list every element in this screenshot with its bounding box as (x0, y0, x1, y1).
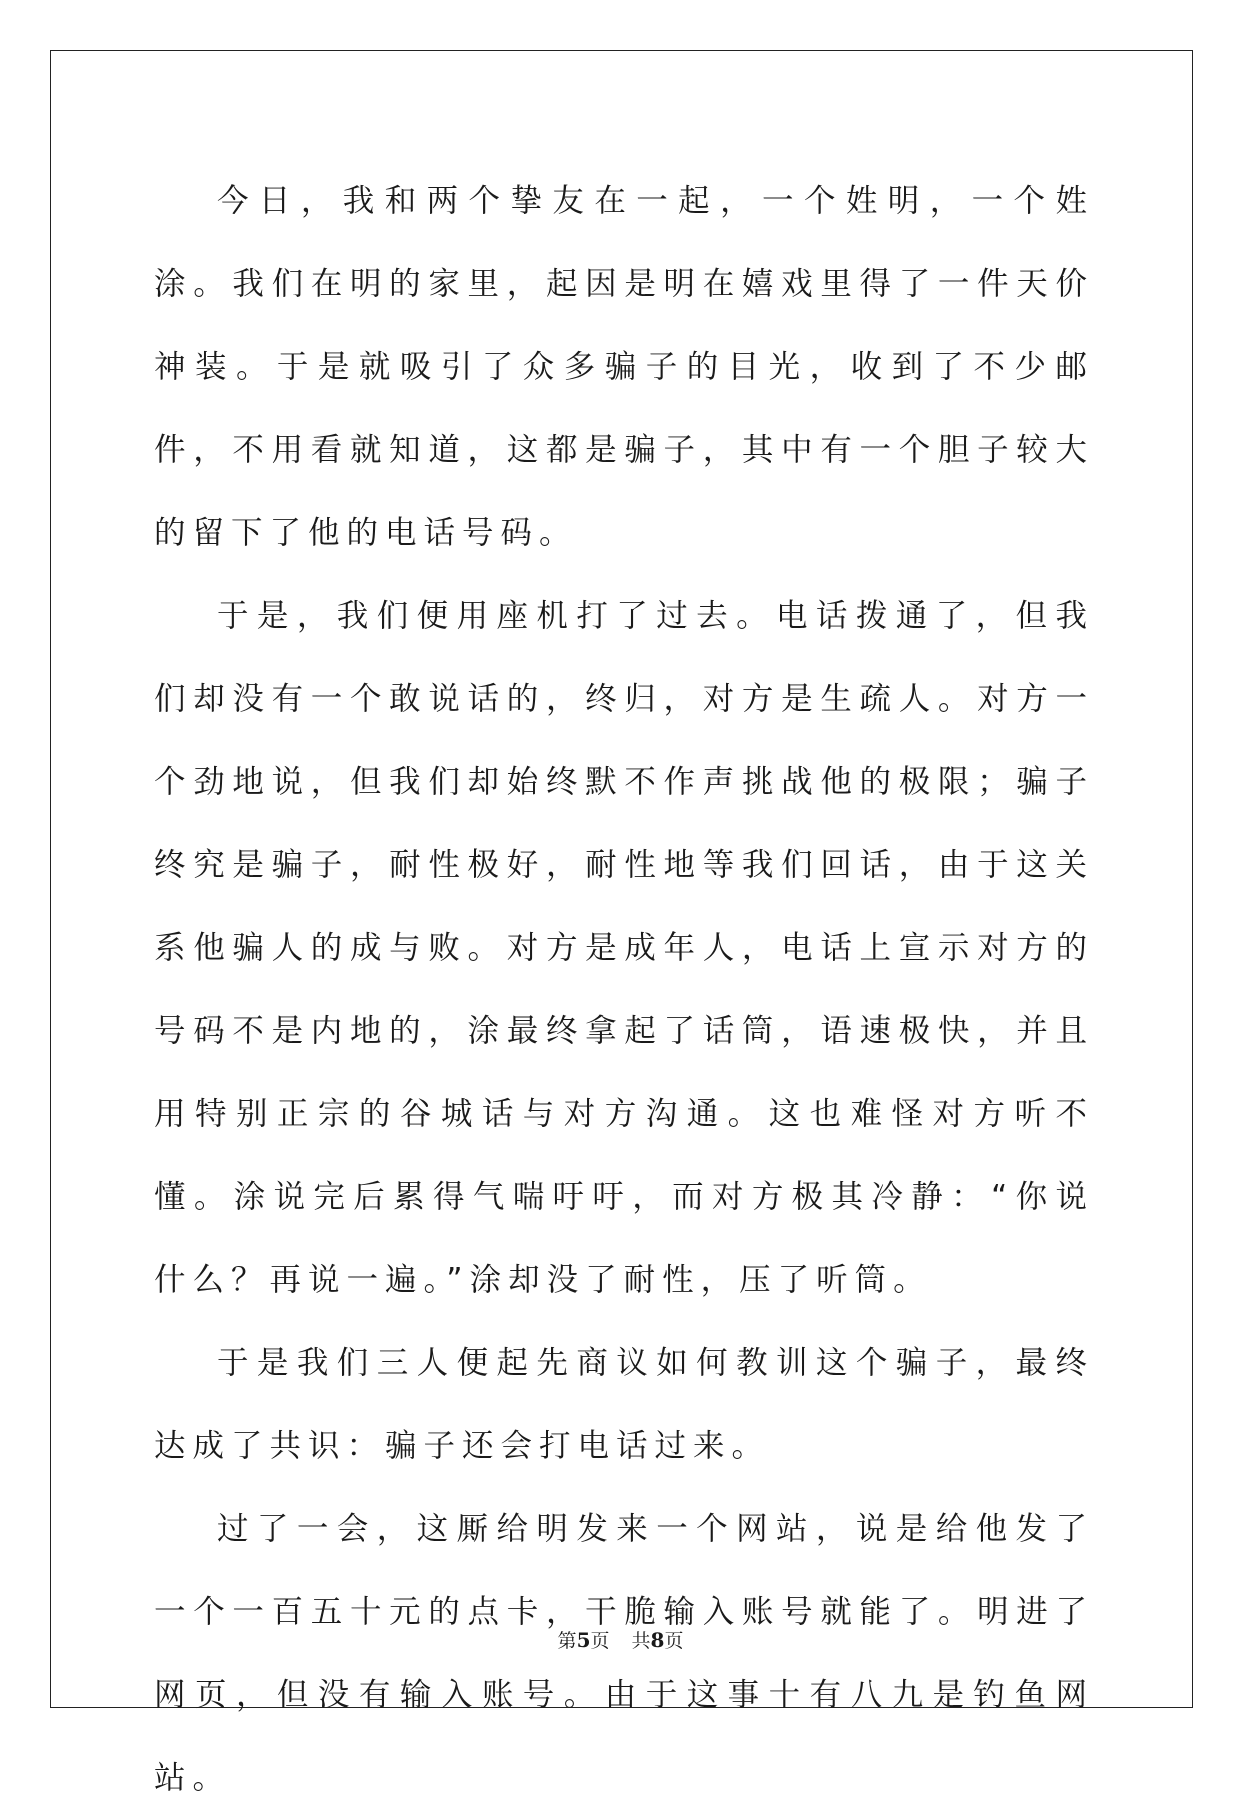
body-text (154, 160, 1094, 1820)
total-pages-number: 8 (650, 1628, 665, 1652)
current-page-number: 5 (576, 1628, 591, 1652)
paragraph-4: 过了一会，这厮给明发来一个网站，说是给他发了一个一百五十元的点卡，干脆输入账号就能了。明进了网页，但没有输入账号。由于这事十有八九是钓鱼网站。 (154, 1511, 1094, 1796)
total-prefix: 共 (631, 1630, 651, 1652)
page-footer (0, 1628, 1241, 1653)
page-prefix: 第 (557, 1630, 577, 1652)
paragraph-3: 于是我们三人便起先商议如何教训这个骗子，最终达成了共识：骗子还会打电话过来。 (154, 1345, 1094, 1464)
paragraph-2: 于是，我们便用座机打了过去。电话拨通了，但我们却没有一个敢说话的，终归，对方是生疏人。对方一个劲地说，但我们却始终默不作声挑战他的极限；骗子终究是骗子，耐性极好，耐性地等我们回话，由于这关系他骗人的成与败。对方是成年人，电话上宣示对方的号码不是内地的，涂最终拿起了话筒，语速极快，并且用特别正宗的谷城话与对方沟通。这也难怪对方听不懂。涂说完后累得气喘吁吁，而对方极其冷静：“你说什么？再说一遍。”涂却没了耐性，压了听筒。 (154, 598, 1094, 1298)
page-suffix: 页 (590, 1630, 610, 1652)
paragraph-1: 今日，我和两个挚友在一起，一个姓明，一个姓涂。我们在明的家里，起因是明在嬉戏里得了一件天价神装。于是就吸引了众多骗子的目光，收到了不少邮件，不用看就知道，这都是骗子，其中有一个胆子较大的留下了他的电话号码。 (154, 183, 1094, 551)
total-suffix: 页 (664, 1630, 684, 1652)
